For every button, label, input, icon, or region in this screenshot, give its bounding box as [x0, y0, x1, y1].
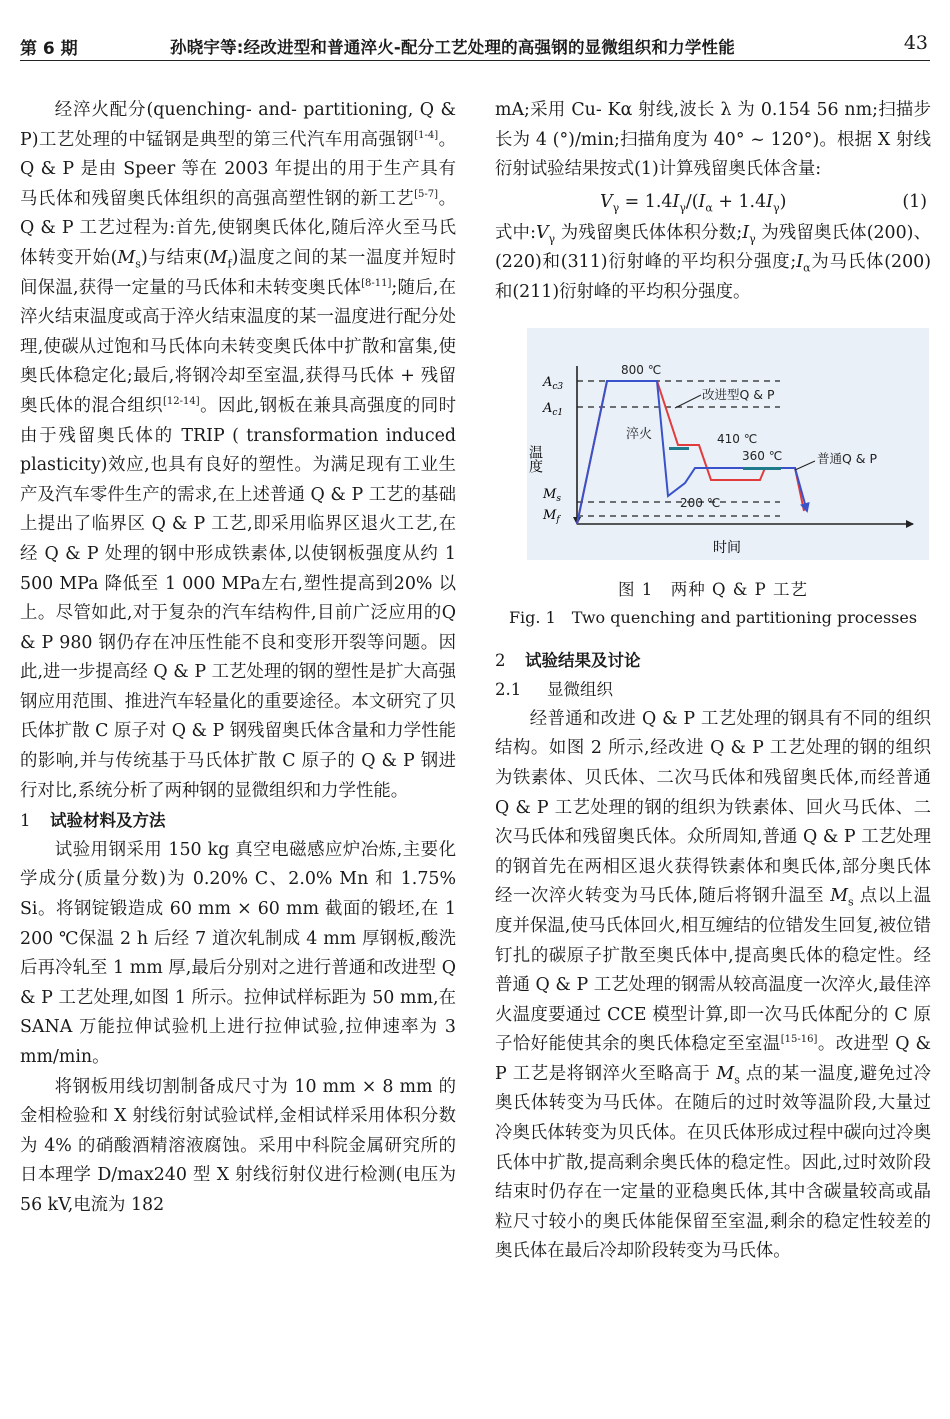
annotation-410C: 410 ℃: [717, 431, 758, 446]
equation-number: (1): [902, 191, 927, 212]
ms-label: $M_s$: [543, 486, 561, 504]
issue-label: 第 6 期: [20, 39, 78, 59]
annotation-360C: 360 ℃: [742, 448, 783, 463]
y-axis-title: 温度: [527, 444, 543, 473]
annotation-200C: 200 ℃: [680, 495, 721, 510]
specimen-paragraph: 将钢板用线切割制备成尺寸为 10 mm × 8 mm 的金相检验和 X 射线衍射试验试样,金相试样采用体积分数为 4% 的硝酸酒精溶液腐蚀。采用中科院金属研究所的日本理学 D/max240 型 X 射线衍射仪进行检测(电压为 56 kV,电流为 182: [20, 1076, 456, 1215]
x-axis-title: 时间: [713, 539, 741, 556]
equation-1: $V_\gamma = 1.4I_\gamma/(I_\alpha + 1.4I_\gamma)$ (1): [495, 185, 931, 219]
section-heading-1: 1 试验材料及方法: [20, 811, 166, 831]
legend-conventional-qp: 普通Q & P: [817, 450, 878, 466]
running-header: [20, 30, 930, 61]
equation-legend: 式中$:V_\gamma$ 为残留奥氏体体积分数$;I_\gamma$ 为残留奥氏体(200)、(220)和(311)衍射峰的平均积分强度$;I_\alpha$为马氏体(200)和(211)衍射峰的平均积分强度。: [495, 222, 932, 302]
citation[interactable]: [15-16]: [780, 1034, 818, 1046]
citation[interactable]: [8-11]: [361, 277, 392, 289]
running-title: 孙晓宇等:经改进型和普通淬火-配分工艺处理的高强钢的显微组织和力学性能: [170, 38, 735, 57]
figure-caption-cn: 图 1 两种 Q & P 工艺: [617, 579, 809, 599]
xrd-paragraph: mA;采用 Cu- Kα 射线,波长 λ 为 0.154 56 nm;扫描步长为 4 (°)/min;扫描角度为 40° ~ 120°)。根据 X 射线衍射试验结果按式(1)计算残留奥氏体含量:: [495, 100, 931, 180]
ac3-label: $A_{c3}$: [543, 374, 564, 392]
citation[interactable]: [5-7]: [414, 188, 439, 200]
mf-label: $M_f$: [543, 507, 560, 525]
intro-paragraph: 经淬火配分(quenching- and- partitioning, Q & P)工艺处理的中锰钢是典型的第三代汽车用高强钢[1-4]。Q & P 是由 Speer 等在 2003 年提出的用于生产具有马氏体和残留奥氏体组织的高强高塑性钢的新工艺[5-7]。Q & P 工艺过程为:首先,使钢奥氏体化,随后淬火至马氏体转变开始$(M_s)$与结束$(M_f)$温度之间的某一温度并短时间保温,获得一定量的马氏体和未转变奥氏体[8-11];随后,在淬火结束温度或高于淬火结束温度的某一温度进行配分处理,使碳从过饱和马氏体向未转变奥氏体中扩散和富集,使奥氏体稳定化;最后,将钢冷却至室温,获得马氏体 + 残留奥氏体的混合组织[12-14]。因此,钢板在兼具高强度的同时由于残留奥氏体的 TRIP ( transformation induced plasticity)效应,也具有良好的塑性。为满足现有工业生产及汽车零件生产的需求,在上述普通 Q & P 工艺的基础上提出了临界区 Q & P 工艺,即采用临界区退火工艺,在经 Q & P 处理的钢中形成铁素体,以使钢板强度从约 1 500 MPa 降低至 1 000 MPa左右,塑性提高到20% 以上。尽管如此,对于复杂的汽车结构件,目前广泛应用的Q & P 980 钢仍存在冲压性能不良和变形开裂等问题。因此,进一步提高经 Q & P 工艺处理的钢的塑性是扩大高强钢应用范围、推进汽车轻量化的重要途径。本文研究了贝氏体扩散 C 原子对 Q & P 钢残留奥氏体含量和力学性能的影响,并与传统基于马氏体扩散 C 原子的 Q & P 钢进行对比,系统分析了两种钢的显微组织和力学性能。: [20, 100, 456, 801]
subsection-heading-2-1: 2.1 显微组织: [495, 680, 613, 700]
left-column: [20, 96, 456, 1221]
figure-1: [495, 324, 931, 574]
process-chart: [495, 324, 931, 574]
ac1-label: $A_{c1}$: [543, 400, 564, 418]
right-column: [495, 96, 931, 1267]
legend-modified-qp: 改进型Q & P: [702, 386, 775, 402]
figure-caption-en: Fig. 1 Two quenching and partitioning processes: [508, 607, 918, 627]
materials-paragraph: 试验用钢采用 150 kg 真空电磁感应炉冶炼,主要化学成分(质量分数)为 0.20% C、2.0% Mn 和 1.75% Si。将钢锭锻造成 60 mm × 60 mm 截面的锻坯,在 1 200 ℃保温 2 h 后经 7 道次轧制成 4 mm 厚钢板,酸洗后再冷轧至 1 mm 厚,最后分别对之进行普通和改进型 Q & P 工艺处理,如图 1 所示。拉伸试样标距为 50 mm,在 SANA 万能拉伸试验机上进行拉伸试验,拉伸速率为 3 mm/min。: [20, 839, 456, 1067]
annotation-quench: 淬火: [626, 426, 653, 442]
citation[interactable]: [12-14]: [163, 396, 200, 408]
page-number: 43: [903, 32, 928, 54]
section-heading-2: 2 试验结果及讨论: [495, 650, 641, 670]
microstructure-paragraph: 经普通和改进 Q & P 工艺处理的钢具有不同的组织结构。如图 2 所示,经改进 Q & P 工艺处理的钢的组织为铁素体、贝氏体、二次马氏体和残留奥氏体,而经普通 Q & P 工艺处理的钢的组织为铁素体、回火马氏体、二次马氏体和残留奥氏体。众所周知,普通 Q & P 工艺处理的钢首先在两相区退火获得铁素体和奥氏体,部分奥氏体经一次淬火转变为马氏体,随后将钢升温至 $M_s$ 点以上温度并保温,使马氏体回火,相互缠结的位错发生回复,被位错钉扎的碳原子扩散至奥氏体中,提高奥氏体的稳定性。经普通 Q & P 工艺处理的钢需从较高温度一次淬火,最佳淬火温度要通过 CCE 模型计算,即一次马氏体配分的 C 原子恰好能使其余的奥氏体稳定至室温[15-16]。改进型 Q & P 工艺是将钢淬火至略高于 $M_s$ 点的某一温度,避免过冷奥氏体转变为马氏体。在随后的过时效等温阶段,大量过冷奥氏体转变为贝氏体。在贝氏体形成过程中碳向过冷奥氏体中扩散,提高剩余奥氏体的稳定性。因此,过时效阶段结束时仍存在一定量的亚稳奥氏体,其中含碳量较高或晶粒尺寸较小的奥氏体能保留至室温,剩余的稳定性较差的奥氏体在最后冷却阶段转变为马氏体。: [495, 708, 932, 1262]
annotation-800C: 800 ℃: [621, 362, 662, 377]
citation[interactable]: [1-4]: [414, 129, 439, 141]
